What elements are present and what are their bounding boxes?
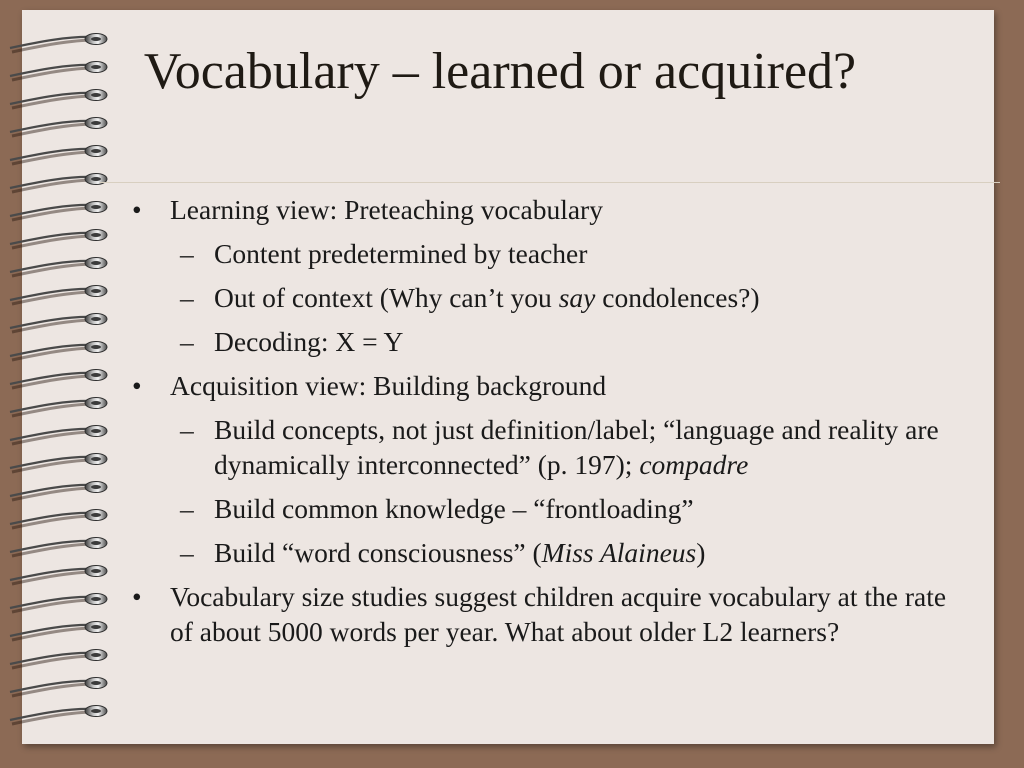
- sub-bullet-item: [132, 324, 972, 359]
- spiral-coil-icon: [10, 62, 107, 81]
- spiral-binding: [0, 30, 120, 740]
- sub-bullet-item: [132, 412, 972, 482]
- text-segment: Learning view: Preteaching vocabulary: [170, 194, 603, 225]
- text-segment: ): [696, 537, 706, 568]
- text-segment: Build common knowledge – “frontloading”: [214, 493, 694, 524]
- bullet-list: [132, 192, 972, 649]
- spiral-coil-icon: [10, 342, 107, 361]
- spiral-coil-icon: [10, 146, 107, 165]
- dash-marker: –: [180, 493, 194, 524]
- text-segment: Build “word consciousness” (: [214, 537, 542, 568]
- spiral-coil-icon: [10, 426, 107, 445]
- bullet-item: [132, 368, 972, 403]
- spiral-coil-icon: [10, 706, 107, 725]
- spiral-coil-icon: [10, 258, 107, 277]
- spiral-coil-icon: [10, 678, 107, 697]
- slide-title: Vocabulary – learned or acquired?: [143, 43, 857, 100]
- spiral-coil-icon: [10, 286, 107, 305]
- sub-bullet-item: [132, 491, 972, 526]
- dash-marker: –: [180, 414, 194, 445]
- spiral-coil-icon: [10, 566, 107, 585]
- text-segment: Out of context (Why can’t you: [214, 282, 559, 313]
- dash-marker: –: [180, 282, 194, 313]
- spiral-coil-icon: [10, 482, 107, 501]
- text-segment: Acquisition view: Building background: [170, 370, 607, 401]
- spiral-coil-icon: [10, 510, 107, 529]
- text-segment: Build concepts, not just definition/label; “language and reality are dynamically interconnected” (p. 197);: [214, 414, 939, 480]
- bullet-marker: •: [132, 370, 142, 401]
- spiral-coil-icon: [10, 370, 107, 389]
- text-segment: condolences?): [595, 282, 760, 313]
- bullet-item: [132, 192, 972, 227]
- spiral-coil-icon: [10, 398, 107, 417]
- bullet-marker: •: [132, 194, 142, 225]
- dash-marker: –: [180, 326, 194, 357]
- spiral-coil-icon: [10, 622, 107, 641]
- spiral-coil-icon: [10, 650, 107, 669]
- italic-text: say: [558, 282, 596, 313]
- text-segment: Vocabulary size studies suggest children acquire vocabulary at the rate of about 5000 words per year. What about older L2 learners?: [170, 581, 947, 647]
- text-segment: Content predetermined by teacher: [214, 238, 588, 269]
- text-segment: Decoding: X = Y: [214, 326, 404, 357]
- spiral-coil-icon: [10, 454, 107, 473]
- title-divider: [100, 182, 1000, 183]
- spiral-coil-icon: [10, 118, 107, 137]
- dash-marker: –: [180, 238, 194, 269]
- bullet-marker: •: [132, 581, 142, 612]
- spiral-coil-icon: [10, 174, 107, 193]
- spiral-coil-icon: [10, 538, 107, 557]
- sub-bullet-item: [132, 280, 972, 315]
- italic-text: Miss Alaineus: [541, 537, 697, 568]
- dash-marker: –: [180, 537, 194, 568]
- spiral-coil-icon: [10, 314, 107, 333]
- spiral-coil-icon: [10, 230, 107, 249]
- sub-bullet-item: [132, 535, 972, 570]
- spiral-coil-icon: [10, 90, 107, 109]
- spiral-coil-icon: [10, 34, 107, 53]
- bullet-item: [132, 579, 972, 649]
- italic-text: compadre: [639, 449, 749, 480]
- spiral-coil-icon: [10, 594, 107, 613]
- spiral-coil-icon: [10, 202, 107, 221]
- sub-bullet-item: [132, 236, 972, 271]
